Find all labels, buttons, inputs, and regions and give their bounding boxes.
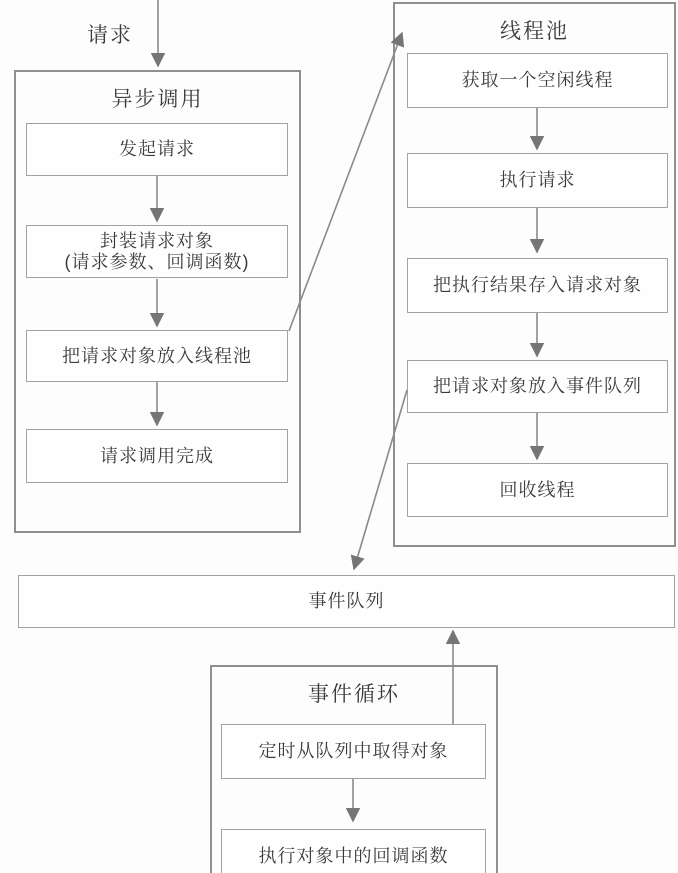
node-wrap-request-object-line1: 封装请求对象 — [100, 230, 214, 251]
thread-pool-title: 线程池 — [500, 20, 569, 43]
node-put-object-into-event-queue — [407, 360, 668, 413]
node-put-object-into-threadpool-label: 把请求对象放入线程池 — [62, 345, 252, 366]
node-store-result-in-object-label: 把执行结果存入请求对象 — [433, 275, 642, 295]
async-call-title: 异步调用 — [111, 88, 204, 111]
node-wrap-request-object-line2: (请求参数、回调函数) — [64, 251, 250, 272]
node-request-call-complete — [26, 429, 288, 483]
node-store-result-in-object — [407, 258, 668, 313]
node-poll-object-from-queue — [221, 724, 486, 779]
node-run-object-callback — [221, 829, 486, 873]
node-initiate-request-label: 发起请求 — [119, 139, 195, 159]
node-request-call-complete-label: 请求调用完成 — [100, 445, 214, 466]
node-poll-object-from-queue-label: 定时从队列中取得对象 — [258, 741, 449, 761]
node-put-object-into-event-queue-label: 把请求对象放入事件队列 — [433, 376, 642, 396]
request-label: 请求 — [87, 24, 133, 47]
node-run-object-callback-label: 执行对象中的回调函数 — [258, 846, 449, 866]
node-execute-request — [407, 153, 668, 208]
node-put-object-into-threadpool — [26, 330, 288, 382]
event-queue-label: 事件队列 — [308, 591, 385, 611]
node-recycle-thread — [407, 463, 668, 517]
node-acquire-idle-thread-label: 获取一个空闲线程 — [461, 70, 614, 90]
node-acquire-idle-thread — [407, 53, 668, 108]
node-recycle-thread-label: 回收线程 — [499, 479, 576, 500]
arrow-putpool-to-threadpool — [289, 33, 402, 331]
event-queue-bar — [18, 575, 675, 628]
node-initiate-request — [26, 123, 288, 176]
node-execute-request-label: 执行请求 — [499, 170, 576, 190]
node-wrap-request-object — [26, 225, 288, 278]
event-loop-title: 事件循环 — [308, 683, 400, 706]
